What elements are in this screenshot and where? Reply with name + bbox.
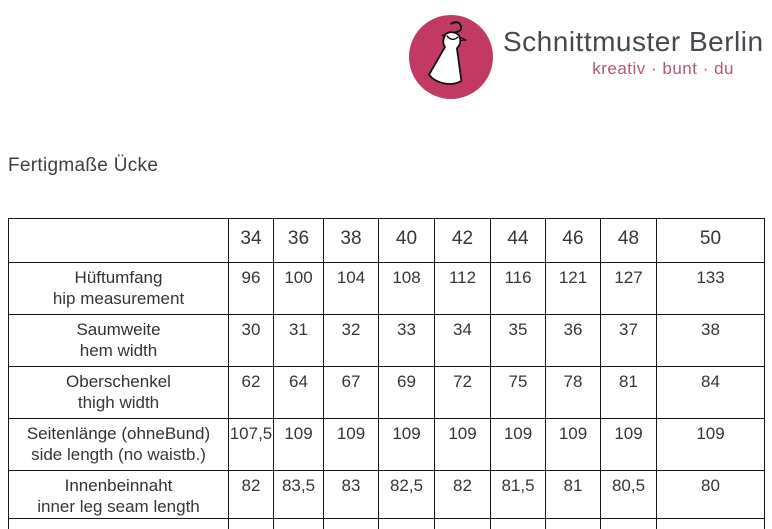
label-english: hem width <box>79 341 158 360</box>
logo-circle <box>409 15 493 99</box>
measurement-value-cell: 109 <box>601 419 657 471</box>
clipped-cell <box>546 519 601 529</box>
label-english: inner leg seam length <box>37 497 200 516</box>
measurement-value-cell: 62 <box>229 367 274 419</box>
clipped-cell <box>229 519 274 529</box>
measurement-value-cell: 82,5 <box>379 471 435 519</box>
brand-name: Schnittmuster Berlin <box>503 26 764 57</box>
measurement-value-cell: 64 <box>274 367 324 419</box>
size-column-header: 50 <box>657 219 765 263</box>
measurement-label-cell <box>9 263 229 315</box>
label-german: Innenbeinnaht <box>64 476 173 495</box>
clipped-next-row <box>9 519 765 529</box>
measurement-value-cell: 80 <box>657 471 765 519</box>
size-column-header: 36 <box>274 219 324 263</box>
measurement-value-cell: 109 <box>657 419 765 471</box>
size-column-header: 48 <box>601 219 657 263</box>
brand-tagline: kreativ · bunt · du <box>592 59 734 78</box>
measurement-value-cell: 109 <box>435 419 491 471</box>
measurement-value-cell: 133 <box>657 263 765 315</box>
measurement-value-cell: 107,5 <box>229 419 274 471</box>
measurement-value-cell: 36 <box>546 315 601 367</box>
measurement-value-cell: 82 <box>229 471 274 519</box>
table-row <box>9 419 765 471</box>
measurement-value-cell: 116 <box>491 263 546 315</box>
measurement-label-cell <box>9 315 229 367</box>
measurement-value-cell: 96 <box>229 263 274 315</box>
label-english: side length (no waistb.) <box>31 445 206 464</box>
measurement-value-cell: 100 <box>274 263 324 315</box>
measurement-value-cell: 83,5 <box>274 471 324 519</box>
measurement-value-cell: 33 <box>379 315 435 367</box>
measurement-value-cell: 80,5 <box>601 471 657 519</box>
page-title: Fertigmaße Ücke <box>8 155 159 176</box>
measurement-value-cell: 104 <box>324 263 379 315</box>
measurement-label-cell <box>9 419 229 471</box>
table-row <box>9 315 765 367</box>
measurement-value-cell: 83 <box>324 471 379 519</box>
clipped-cell <box>274 519 324 529</box>
label-german: Hüftumfang <box>74 268 163 287</box>
label-english: thigh width <box>77 393 160 412</box>
label-english: hip measurement <box>52 289 185 308</box>
measurement-value-cell: 34 <box>435 315 491 367</box>
measurement-value-cell: 109 <box>546 419 601 471</box>
clipped-cell <box>379 519 435 529</box>
corner-cell <box>9 219 229 263</box>
measurement-value-cell: 78 <box>546 367 601 419</box>
measurement-value-cell: 108 <box>379 263 435 315</box>
measurement-value-cell: 109 <box>274 419 324 471</box>
size-header-row <box>9 219 765 263</box>
table-row <box>9 263 765 315</box>
measurement-value-cell: 112 <box>435 263 491 315</box>
measurement-value-cell: 121 <box>546 263 601 315</box>
clipped-cell <box>601 519 657 529</box>
size-column-header: 42 <box>435 219 491 263</box>
measurement-value-cell: 38 <box>657 315 765 367</box>
measurement-value-cell: 127 <box>601 263 657 315</box>
size-column-header: 44 <box>491 219 546 263</box>
clipped-cell <box>435 519 491 529</box>
measurement-value-cell: 35 <box>491 315 546 367</box>
measurement-value-cell: 84 <box>657 367 765 419</box>
size-column-header: 38 <box>324 219 379 263</box>
size-table <box>8 218 765 529</box>
measurement-value-cell: 109 <box>324 419 379 471</box>
clipped-cell <box>324 519 379 529</box>
measurement-value-cell: 32 <box>324 315 379 367</box>
label-german: Saumweite <box>76 320 161 339</box>
measurement-label-cell <box>9 471 229 519</box>
measurement-value-cell: 82 <box>435 471 491 519</box>
measurement-value-cell: 67 <box>324 367 379 419</box>
measurement-value-cell: 31 <box>274 315 324 367</box>
measurement-value-cell: 81 <box>601 367 657 419</box>
clipped-cell <box>9 519 229 529</box>
measurement-value-cell: 30 <box>229 315 274 367</box>
measurement-value-cell: 81,5 <box>491 471 546 519</box>
size-column-header: 46 <box>546 219 601 263</box>
measurement-value-cell: 69 <box>379 367 435 419</box>
measurement-value-cell: 81 <box>546 471 601 519</box>
measurement-value-cell: 109 <box>379 419 435 471</box>
size-column-header: 40 <box>379 219 435 263</box>
table-row <box>9 367 765 419</box>
table-row <box>9 471 765 519</box>
size-column-header: 34 <box>229 219 274 263</box>
measurement-value-cell: 109 <box>491 419 546 471</box>
measurement-label-cell <box>9 367 229 419</box>
clipped-cell <box>657 519 765 529</box>
measurement-value-cell: 37 <box>601 315 657 367</box>
measurement-value-cell: 72 <box>435 367 491 419</box>
clipped-cell <box>491 519 546 529</box>
label-german: Seitenlänge (ohneBund) <box>26 424 211 443</box>
label-german: Oberschenkel <box>66 372 171 391</box>
measurement-value-cell: 75 <box>491 367 546 419</box>
logo-header <box>0 0 772 110</box>
